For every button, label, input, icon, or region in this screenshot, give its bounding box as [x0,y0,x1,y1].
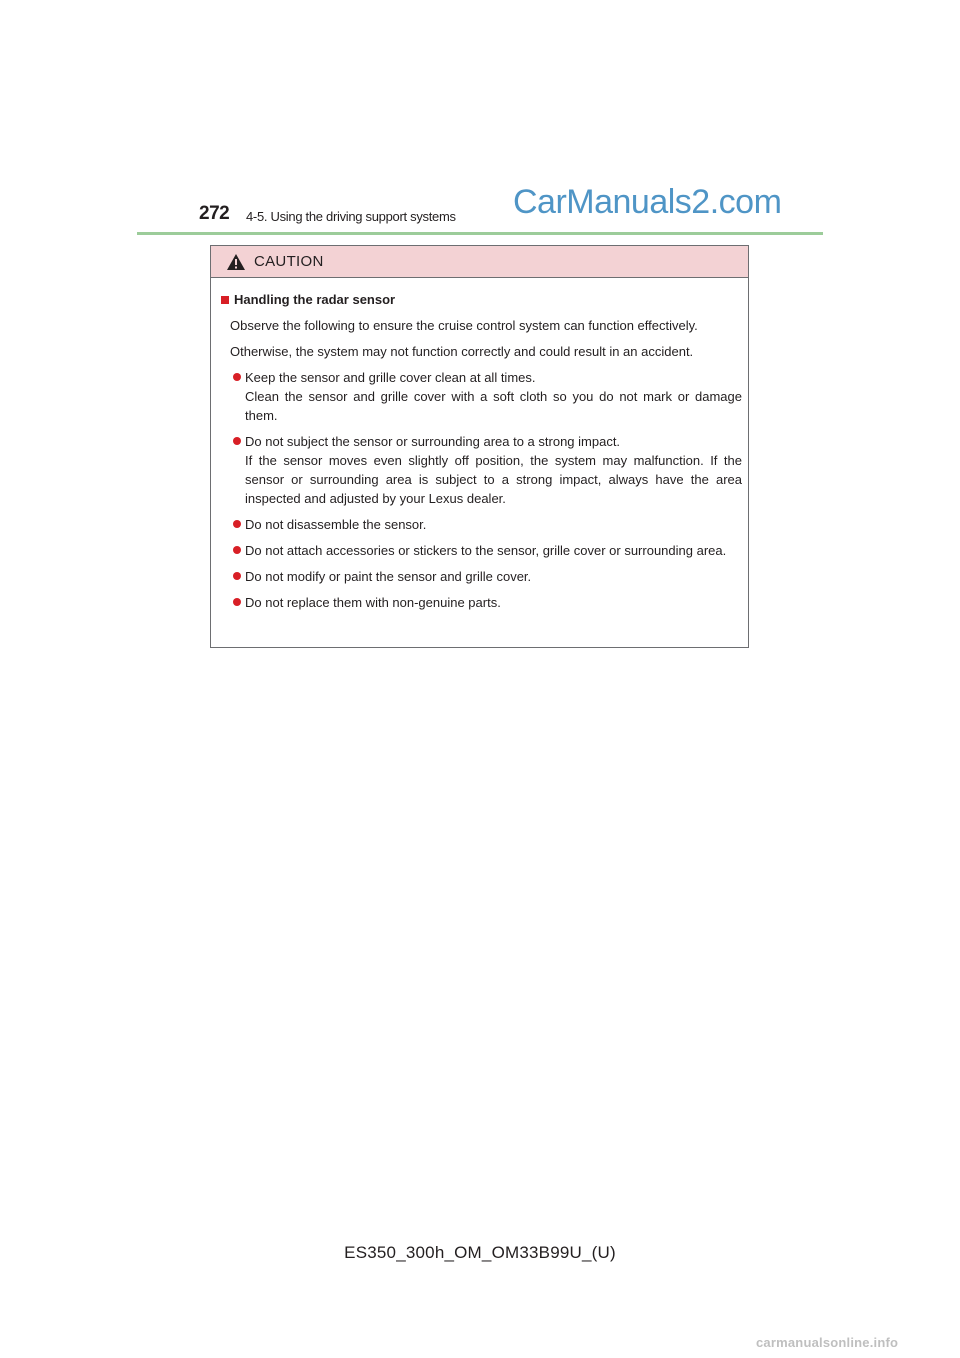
header-rule [137,232,823,235]
bullet-dot-icon [233,572,241,580]
caution-header [211,246,748,278]
caution-body [211,278,748,612]
page-header [0,0,960,240]
caution-box [210,245,749,648]
warning-triangle-icon [226,253,246,271]
caution-subheading [221,290,742,309]
bullet-text: Do not replace them with non-genuine parts. [245,595,501,610]
bullet-text: Keep the sensor and grille cover clean at all times. [245,370,536,385]
manual-code: ES350_300h_OM_OM33B99U_(U) [344,1243,616,1262]
page-number: 272 [199,203,230,224]
footer-site: carmanualsonline.info [756,1335,899,1350]
bullet-dot-icon [233,598,241,606]
caution-bullet [233,593,742,612]
bullet-text: Do not modify or paint the sensor and grille cover. [245,569,532,584]
caution-bullet [233,432,742,508]
caution-bullet [233,515,742,534]
section-title: 4-5. Using the driving support systems [246,209,456,224]
bullet-dot-icon [233,437,241,445]
caution-bullet [233,541,742,560]
square-bullet-icon [221,296,229,304]
caution-bullet [233,567,742,586]
bullet-detail: If the sensor moves even slightly off position, the system may malfunction. If the sensor or surrounding area is subject to a strong impact, always have the area inspected and adjusted by your Lexus dealer. [245,453,742,506]
bullet-text: Do not disassemble the sensor. [245,517,427,532]
bullet-dot-icon [233,546,241,554]
bullet-dot-icon [233,520,241,528]
caution-bullet [233,368,742,425]
intro-paragraph: Otherwise, the system may not function correctly and could result in an accident. [230,344,694,359]
bullet-dot-icon [233,373,241,381]
intro-paragraph: Observe the following to ensure the cruise control system can function effectively. [230,318,698,333]
caution-title: CAUTION [254,253,324,270]
watermark: CarManuals2.com [513,183,782,221]
bullet-text: Do not subject the sensor or surrounding area to a strong impact. [245,434,621,449]
subheading-text: Handling the radar sensor [234,292,396,307]
bullet-detail: Clean the sensor and grille cover with a soft cloth so you do not mark or damage them. [245,389,742,423]
bullet-text: Do not attach accessories or stickers to the sensor, grille cover or surrounding area. [245,543,727,558]
